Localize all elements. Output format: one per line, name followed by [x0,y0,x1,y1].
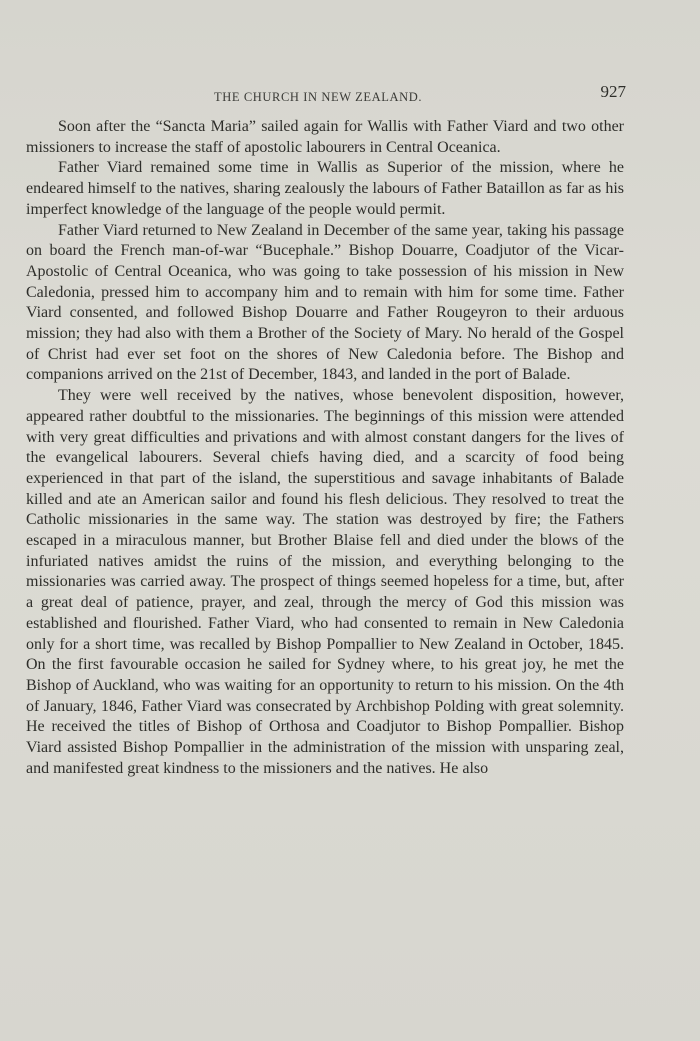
body-text [26,117,624,780]
page-number: 927 [600,82,626,101]
paragraph: Father Viard remained some time in Wallis as Superior of the mission, where he endeared himself to the natives, sharing zealously the labours of Father Bataillon as far as his imperfect knowledge of the language of the people would permit. [26,159,624,218]
paragraph: Soon after the “Sancta Maria” sailed again for Wallis with Father Viard and two other missioners to increase the staff of apostolic labourers in Central Oceanica. [26,118,624,156]
running-head [26,82,626,108]
paragraph: They were well received by the natives, whose benevolent disposition, however, appeared rather doubtful to the missionaries. The beginnings of this mission were attended with very great difficulties and privations and with almost constant dangers for the lives of the evangelical labourers. Several chiefs having died, and a scarcity of food being experienced in that part of the island, the superstitious and savage inhabitants of Balade killed and ate an American sailor and found his flesh delicious. They resolved to treat the Catholic missionaries in the same way. The station was destroyed by fire; the Fathers escaped in a miraculous manner, but Brother Blaise fell and died under the blows of the infuriated natives amidst the ruins of the mission, and everything belonging to the missionaries was carried away. The prospect of things seemed hopeless for a time, but, after a great deal of patience, prayer, and zeal, through the mercy of God this mission was established and flourished. Father Viard, who had consented to remain in New Caledonia only for a short time, was recalled by Bishop Pompallier to New Zealand in October, 1845. On the first favourable occasion he sailed for Sydney where, to his great joy, he met the Bishop of Auckland, who was waiting for an opportunity to return to his mission. On the 4th of January, 1846, Father Viard was consecrated by Archbishop Polding with great solemnity. He received the titles of Bishop of Orthosa and Coadjutor to Bishop Pompallier. Bishop Viard assisted Bishop Pompallier in the administration of the mission with unsparing zeal, and manifested great kindness to the missioners and the natives. He also [26,387,624,777]
running-title: THE CHURCH IN NEW ZEALAND. [214,90,423,104]
paragraph: Father Viard returned to New Zealand in December of the same year, taking his passage on board the French man-of-war “Bucephale.” Bishop Douarre, Coadjutor of the Vicar-Apostolic of Central Oceanica, who was going to take possession of his mission in New Caledonia, pressed him to accompany him and to remain with him for some time. Father Viard consented, and followed Bishop Douarre and Father Rougeyron to their arduous mission; they had also with them a Brother of the Society of Mary. No herald of the Gospel of Christ had ever set foot on the shores of New Caledonia before. The Bishop and companions arrived on the 21st of December, 1843, and landed in the port of Balade. [26,221,624,384]
